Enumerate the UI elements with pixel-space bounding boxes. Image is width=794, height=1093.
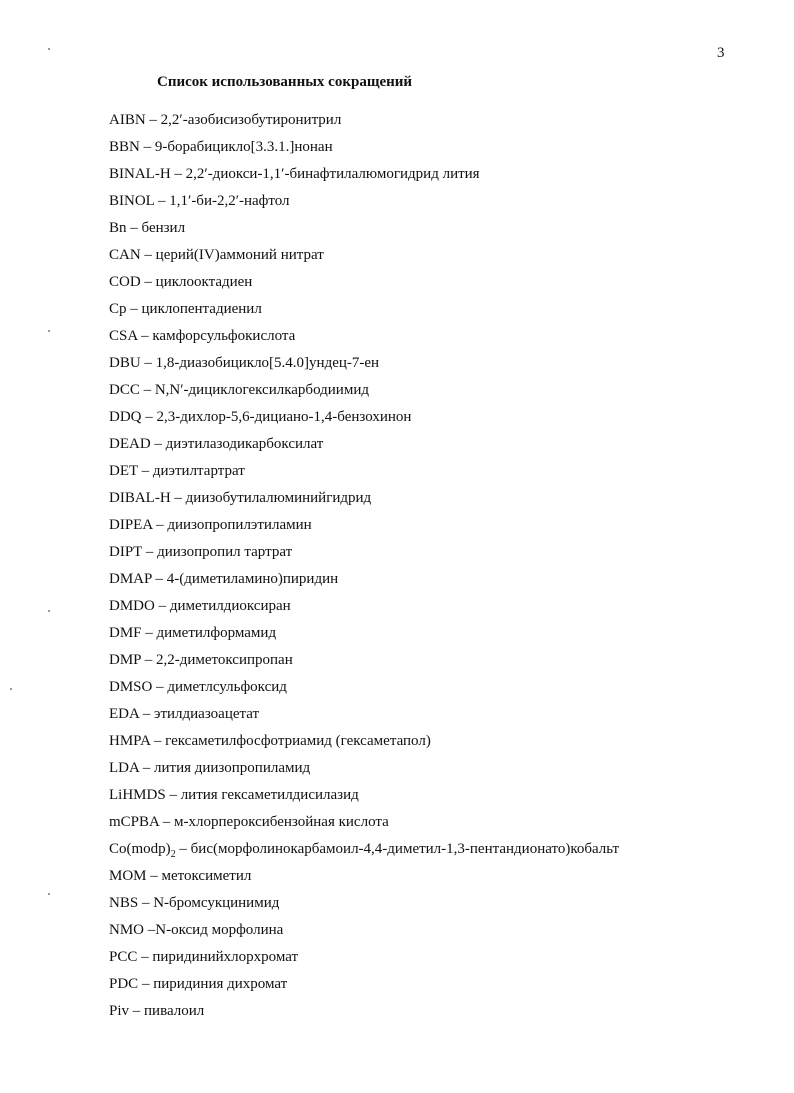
abbreviation-separator: – (146, 868, 162, 884)
abbreviation-separator: – (150, 436, 166, 452)
abbreviation-separator: – (175, 841, 191, 857)
abbreviation-term: AIBN (109, 112, 146, 128)
abbreviation-separator: – (141, 409, 157, 425)
abbreviation-entry (109, 785, 619, 812)
abbreviation-entry (109, 866, 619, 893)
abbreviation-definition: 1,8-диазобицикло[5.4.0]ундец-7-ен (155, 355, 380, 371)
abbreviation-separator: – (138, 976, 154, 992)
abbreviation-term: NMO (109, 922, 145, 938)
abbreviation-definition: 2,2-диметоксипропан (155, 652, 293, 668)
abbreviation-entry (109, 542, 619, 569)
abbreviation-entry (109, 461, 619, 488)
abbreviation-definition: диэтилтартрат (152, 463, 245, 479)
page-number: 3 (717, 45, 725, 61)
abbreviation-definition: диизобутилалюминийгидрид (185, 490, 372, 506)
abbreviation-separator: – (159, 814, 175, 830)
abbreviation-definition: бис(морфолинокарбамоил-4,4-диметил-1,3-пентандионато)кобальт (190, 841, 620, 857)
abbreviation-term: CSA (109, 328, 138, 344)
scan-speck (48, 610, 50, 612)
abbreviation-term: HMPA (109, 733, 151, 749)
abbreviation-separator: – (170, 166, 186, 182)
abbreviation-term: LDA (109, 760, 139, 776)
abbreviation-definition: пивалоил (144, 1003, 205, 1019)
scan-speck (48, 330, 50, 332)
abbreviation-definition: гексаметилфосфотриамид (гексаметапол) (165, 733, 431, 749)
abbreviation-separator: – (152, 679, 168, 695)
abbreviation-separator: – (129, 1003, 145, 1019)
abbreviation-term: DDQ (109, 409, 142, 425)
abbreviation-definition: N-оксид морфолина (155, 922, 284, 938)
abbreviation-term: COD (109, 274, 141, 290)
abbreviation-term: BINAL-H (109, 166, 171, 182)
abbreviation-term: mCPBA (109, 814, 160, 830)
abbreviation-entry (109, 164, 619, 191)
abbreviation-entry (109, 353, 619, 380)
abbreviation-entry (109, 758, 619, 785)
abbreviation-entry (109, 974, 619, 1001)
abbreviation-term: NBS (109, 895, 139, 911)
abbreviation-definition: 2,3-дихлор-5,6-дициано-1,4-бензохинон (156, 409, 412, 425)
abbreviation-separator: – (138, 895, 154, 911)
abbreviation-term: DMAP (109, 571, 152, 587)
abbreviation-term: DIPT (109, 544, 143, 560)
abbreviation-term: MOM (109, 868, 147, 884)
abbreviation-definition: 2,2′-азобисизобутиронитрил (160, 112, 342, 128)
abbreviation-separator: – (152, 517, 168, 533)
abbreviation-separator: – (137, 463, 153, 479)
abbreviation-term: Piv (109, 1003, 130, 1019)
abbreviation-definition: бензил (141, 220, 186, 236)
abbreviation-definition: метоксиметил (161, 868, 252, 884)
abbreviation-separator: – (137, 328, 153, 344)
abbreviation-separator: – (139, 706, 154, 722)
abbreviation-entry (109, 677, 619, 704)
abbreviation-entry (109, 1001, 619, 1028)
abbreviation-entry (109, 515, 619, 542)
abbreviation-separator: – (154, 598, 170, 614)
abbreviation-definition: диметлсульфоксид (167, 679, 287, 695)
abbreviation-term: DET (109, 463, 138, 479)
abbreviation-entry (109, 569, 619, 596)
abbreviation-separator: – (140, 274, 156, 290)
abbreviation-term: CAN (109, 247, 141, 263)
scan-speck (48, 48, 50, 50)
abbreviation-definition: 1,1′-би-2,2′-нафтол (169, 193, 290, 209)
abbreviation-term: PDC (109, 976, 139, 992)
abbreviation-entry (109, 407, 619, 434)
abbreviation-separator: – (126, 301, 142, 317)
abbreviation-term: LiHMDS (109, 787, 166, 803)
abbreviation-term: DMP (109, 652, 141, 668)
abbreviation-definition: камфорсульфокислота (152, 328, 296, 344)
abbreviation-entry (109, 704, 619, 731)
abbreviation-definition: лития гексаметилдисилазид (180, 787, 359, 803)
abbreviation-entry (109, 839, 619, 866)
abbreviation-definition: N-бромсукцинимид (153, 895, 280, 911)
abbreviation-term: DMDO (109, 598, 155, 614)
abbreviation-definition: пиридиния дихромат (153, 976, 288, 992)
abbreviation-definition: диметилдиоксиран (169, 598, 291, 614)
abbreviation-term: BBN (109, 139, 140, 155)
abbreviation-definition: пиридинийхлорхромат (152, 949, 299, 965)
abbreviation-separator: – (139, 382, 155, 398)
abbreviation-term: DCC (109, 382, 140, 398)
abbreviation-definition: 4-(диметиламино)пиридин (166, 571, 339, 587)
abbreviation-term: Bn (109, 220, 127, 236)
abbreviation-separator: – (170, 490, 186, 506)
abbreviation-definition: диизопропилэтиламин (167, 517, 312, 533)
abbreviation-separator: – (139, 139, 155, 155)
abbreviation-definition: лития диизопропиламид (154, 760, 311, 776)
abbreviation-entry (109, 137, 619, 164)
abbreviation-definition: N,N′-дициклогексилкарбодиимид (154, 382, 369, 398)
abbreviation-term: DMF (109, 625, 142, 641)
abbreviation-entry (109, 488, 619, 515)
abbreviation-separator: – (140, 355, 156, 371)
abbreviation-separator: – (144, 922, 156, 938)
abbreviation-definition: диизопропил тартрат (157, 544, 293, 560)
abbreviation-separator: – (126, 220, 142, 236)
abbreviation-separator: – (165, 787, 181, 803)
abbreviation-separator: – (139, 760, 154, 776)
abbreviation-term: DMSO (109, 679, 153, 695)
abbreviation-definition: церий(IV)аммоний нитрат (155, 247, 324, 263)
abbreviation-separator: – (142, 544, 158, 560)
abbreviation-entry (109, 731, 619, 758)
abbreviation-entry (109, 650, 619, 677)
page-title: Список использованных сокращений (157, 74, 413, 90)
abbreviation-definition: циклопентадиенил (141, 301, 262, 317)
abbreviation-entry (109, 326, 619, 353)
abbreviation-term: PCC (109, 949, 138, 965)
abbreviation-entry (109, 272, 619, 299)
abbreviation-entry (109, 623, 619, 650)
abbreviation-definition: м-хлорпероксибензойная кислота (174, 814, 389, 830)
abbreviation-definition: диэтилазодикарбоксилат (165, 436, 324, 452)
abbreviation-entry (109, 434, 619, 461)
abbreviation-separator: – (141, 625, 157, 641)
abbreviation-list (109, 110, 619, 1028)
abbreviation-entry (109, 191, 619, 218)
abbreviation-definition: 9-борабицикло[3.3.1.]нонан (154, 139, 333, 155)
abbreviation-separator: – (145, 112, 161, 128)
abbreviation-term: EDA (109, 706, 139, 722)
abbreviation-separator: – (140, 652, 156, 668)
abbreviation-definition: циклооктадиен (155, 274, 253, 290)
abbreviation-term: DEAD (109, 436, 151, 452)
abbreviation-subscript: 2 (170, 849, 176, 860)
abbreviation-entry (109, 245, 619, 272)
abbreviation-entry (109, 812, 619, 839)
abbreviation-entry (109, 110, 619, 137)
abbreviation-entry (109, 893, 619, 920)
abbreviation-entry (109, 947, 619, 974)
abbreviation-term: DIPEA (109, 517, 153, 533)
abbreviation-separator: – (137, 949, 153, 965)
abbreviation-separator: – (150, 733, 166, 749)
abbreviation-entry (109, 596, 619, 623)
abbreviation-definition: 2,2′-диокси-1,1′-бинафтилалюмогидрид лития (185, 166, 480, 182)
scan-speck (10, 688, 12, 690)
abbreviation-term: DIBAL-H (109, 490, 171, 506)
abbreviation-entry (109, 920, 619, 947)
abbreviation-entry (109, 218, 619, 245)
abbreviation-entry (109, 380, 619, 407)
abbreviation-term: BINOL (109, 193, 155, 209)
abbreviation-definition: диметилформамид (156, 625, 277, 641)
scan-speck (48, 893, 50, 895)
abbreviation-separator: – (140, 247, 156, 263)
abbreviation-entry (109, 299, 619, 326)
abbreviation-separator: – (151, 571, 167, 587)
abbreviation-term: Co(modp) (109, 841, 171, 857)
abbreviation-term: Cp (109, 301, 127, 317)
abbreviation-definition: этилдиазоацетат (154, 706, 260, 722)
abbreviation-separator: – (154, 193, 170, 209)
abbreviation-term: DBU (109, 355, 141, 371)
